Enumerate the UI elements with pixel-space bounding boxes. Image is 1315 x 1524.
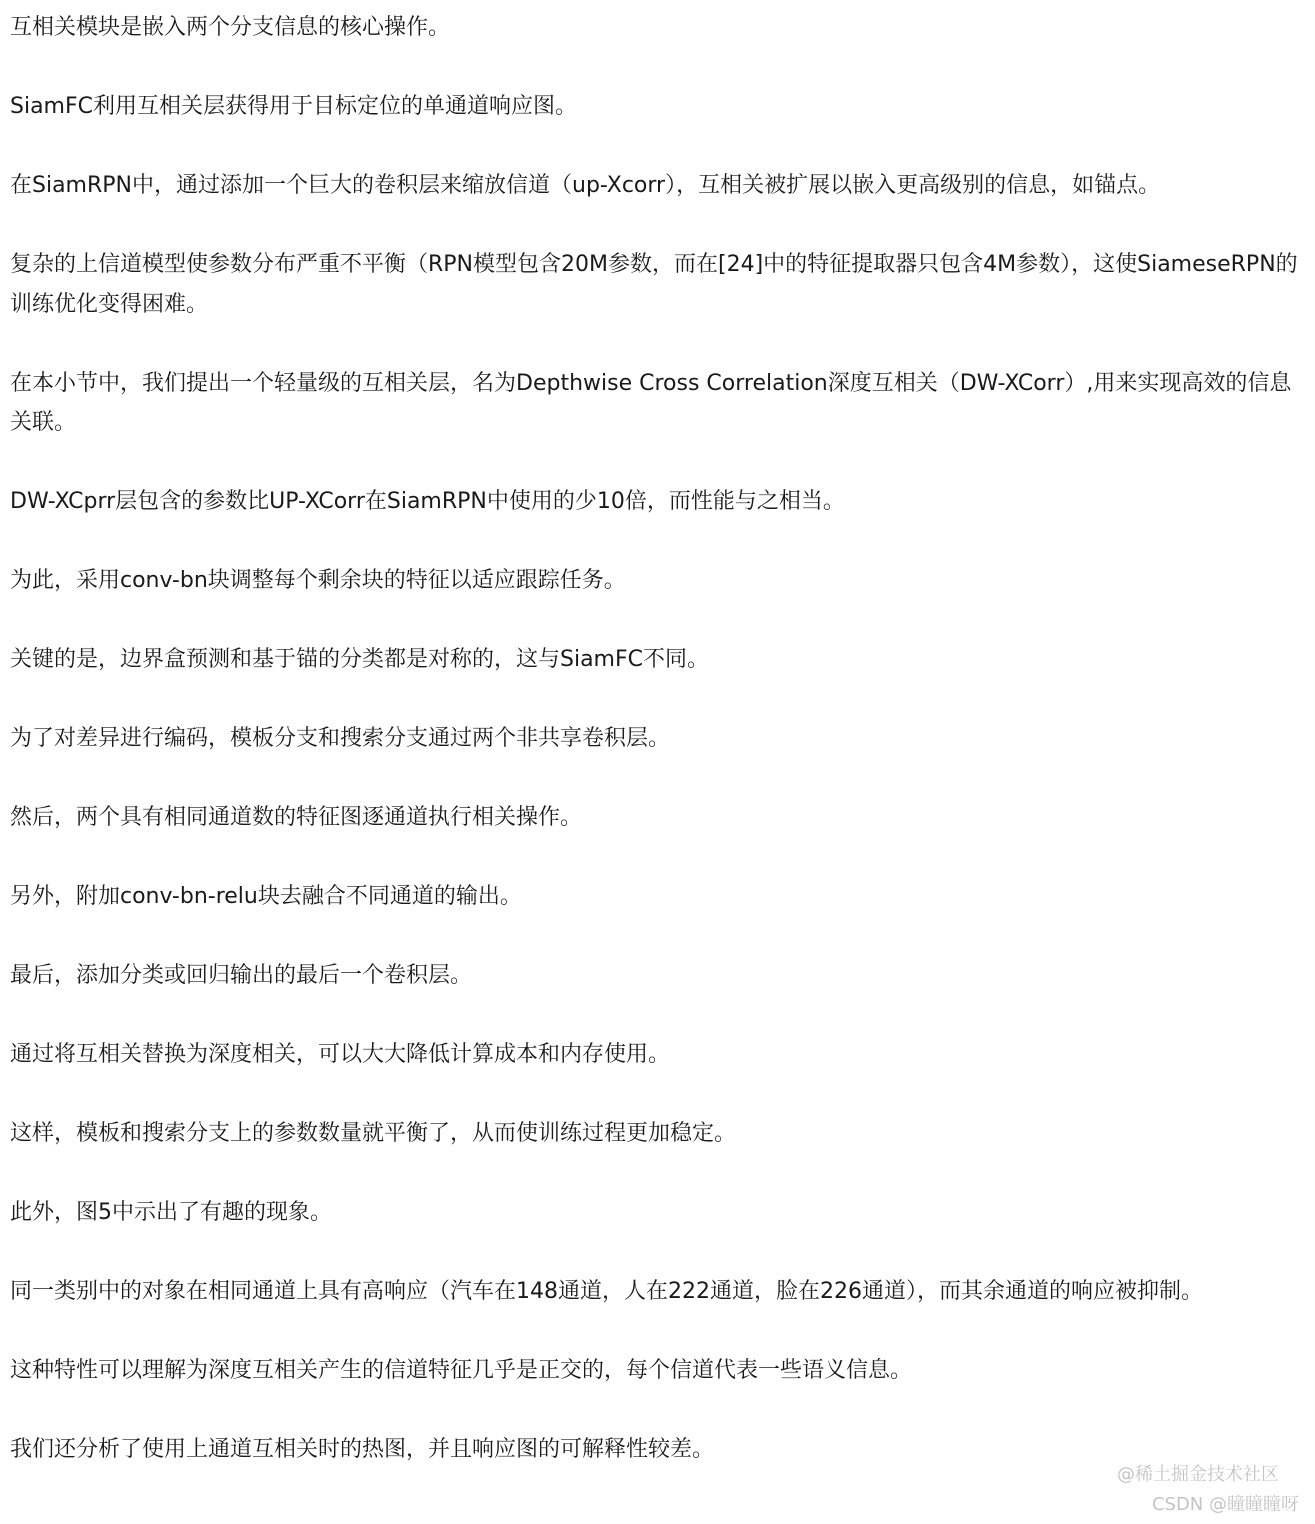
- paragraph: 在本小节中，我们提出一个轻量级的互相关层，名为Depthwise Cross Correlation深度互相关（DW-XCorr）,用来实现高效的信息关联。: [10, 370, 1292, 435]
- paragraph: 通过将互相关替换为深度相关，可以大大降低计算成本和内存使用。: [10, 1042, 671, 1067]
- paragraph: 为了对差异进行编码，模板分支和搜索分支通过两个非共享卷积层。: [10, 726, 671, 751]
- paragraph: 此外，图5中示出了有趣的现象。: [10, 1200, 332, 1225]
- paragraph: 最后，添加分类或回归输出的最后一个卷积层。: [10, 963, 473, 988]
- watermark: [1117, 1460, 1299, 1520]
- paragraph: 复杂的上信道模型使参数分布严重不平衡（RPN模型包含20M参数，而在[24]中的特征提取器只包含4M参数），这使SiameseRPN的训练优化变得困难。: [10, 252, 1298, 317]
- paragraph: 为此，采用conv-bn块调整每个剩余块的特征以适应跟踪任务。: [10, 568, 626, 593]
- paragraph: 在SiamRPN中，通过添加一个巨大的卷积层来缩放信道（up-Xcorr），互相关被扩展以嵌入更高级别的信息，如锚点。: [10, 173, 1161, 198]
- paragraph: 然后，两个具有相同通道数的特征图逐通道执行相关操作。: [10, 805, 583, 830]
- paragraph: SiamFC利用互相关层获得用于目标定位的单通道响应图。: [10, 94, 578, 119]
- paragraph: 同一类别中的对象在相同通道上具有高响应（汽车在148通道，人在222通道，脸在226通道），而其余通道的响应被抑制。: [10, 1279, 1203, 1304]
- watermark-juejin: @稀土掘金技术社区: [1117, 1464, 1279, 1485]
- article-body: [10, 8, 1305, 1509]
- paragraph: 这种特性可以理解为深度互相关产生的信道特征几乎是正交的，每个信道代表一些语义信息。: [10, 1358, 913, 1383]
- paragraph: DW-XCprr层包含的参数比UP-XCorr在SiamRPN中使用的少10倍，而性能与之相当。: [10, 489, 845, 514]
- paragraph: 另外，附加conv-bn-relu块去融合不同通道的输出。: [10, 884, 522, 909]
- paragraph: 关键的是，边界盒预测和基于锚的分类都是对称的，这与SiamFC不同。: [10, 647, 710, 672]
- watermark-csdn: CSDN @瞳瞳瞳呀: [1151, 1494, 1299, 1515]
- paragraph: 这样，模板和搜索分支上的参数数量就平衡了，从而使训练过程更加稳定。: [10, 1121, 737, 1146]
- paragraph: 我们还分析了使用上通道互相关时的热图，并且响应图的可解释性较差。: [10, 1437, 715, 1462]
- paragraph: 互相关模块是嵌入两个分支信息的核心操作。: [10, 15, 451, 40]
